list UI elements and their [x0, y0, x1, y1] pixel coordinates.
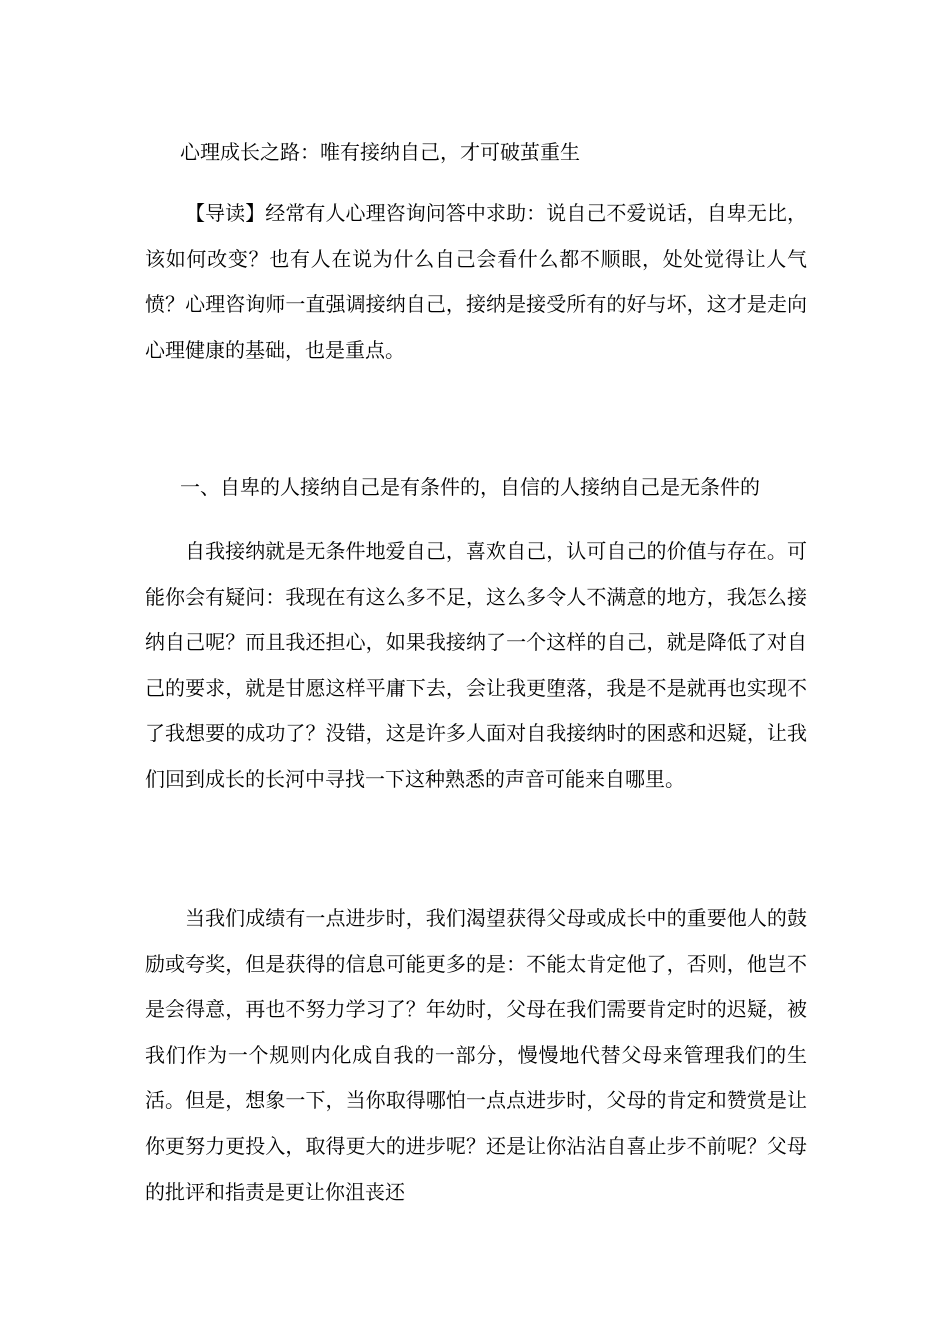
- document-title: 心理成长之路：唯有接纳自己，才可破茧重生: [180, 140, 580, 164]
- body-paragraph-1: 自我接纳就是无条件地爱自己，喜欢自己，认可自己的价值与存在。可能你会有疑问：我现在有这么多不足，这么多令人不满意的地方，我怎么接纳自己呢？而且我还担心，如果我接纳了一个这样的自己，就是降低了对自己的要求，就是甘愿这样平庸下去，会让我更堕落，我是不是就再也实现不了我想要的成功了？没错，这是许多人面对自我接纳时的困惑和迟疑，让我们回到成长的长河中寻找一下这种熟悉的声音可能来自哪里。: [145, 539, 807, 791]
- intro-paragraph: 【导读】经常有人心理咨询问答中求助：说自己不爱说话，自卑无比，该如何改变？也有人在说为什么自己会看什么都不顺眼，处处觉得让人气愤？心理咨询师一直强调接纳自己，接纳是接受所有的好与坏，这才是走向心理健康的基础，也是重点。: [145, 201, 807, 362]
- section-heading: 一、自卑的人接纳自己是有条件的，自信的人接纳自己是无条件的: [180, 475, 760, 499]
- body-paragraph-2: 当我们成绩有一点进步时，我们渴望获得父母或成长中的重要他人的鼓励或夸奖，但是获得的信息可能更多的是：不能太肯定他了，否则，他岂不是会得意，再也不努力学习了？年幼时，父母在我们需要肯定时的迟疑，被我们作为一个规则内化成自我的一部分，慢慢地代替父母来管理我们的生活。但是，想象一下，当你取得哪怕一点点进步时，父母的肯定和赞赏是让你更努力更投入，取得更大的进步呢？还是让你沾沾自喜止步不前呢？父母的批评和指责是更让你沮丧还: [145, 906, 807, 1204]
